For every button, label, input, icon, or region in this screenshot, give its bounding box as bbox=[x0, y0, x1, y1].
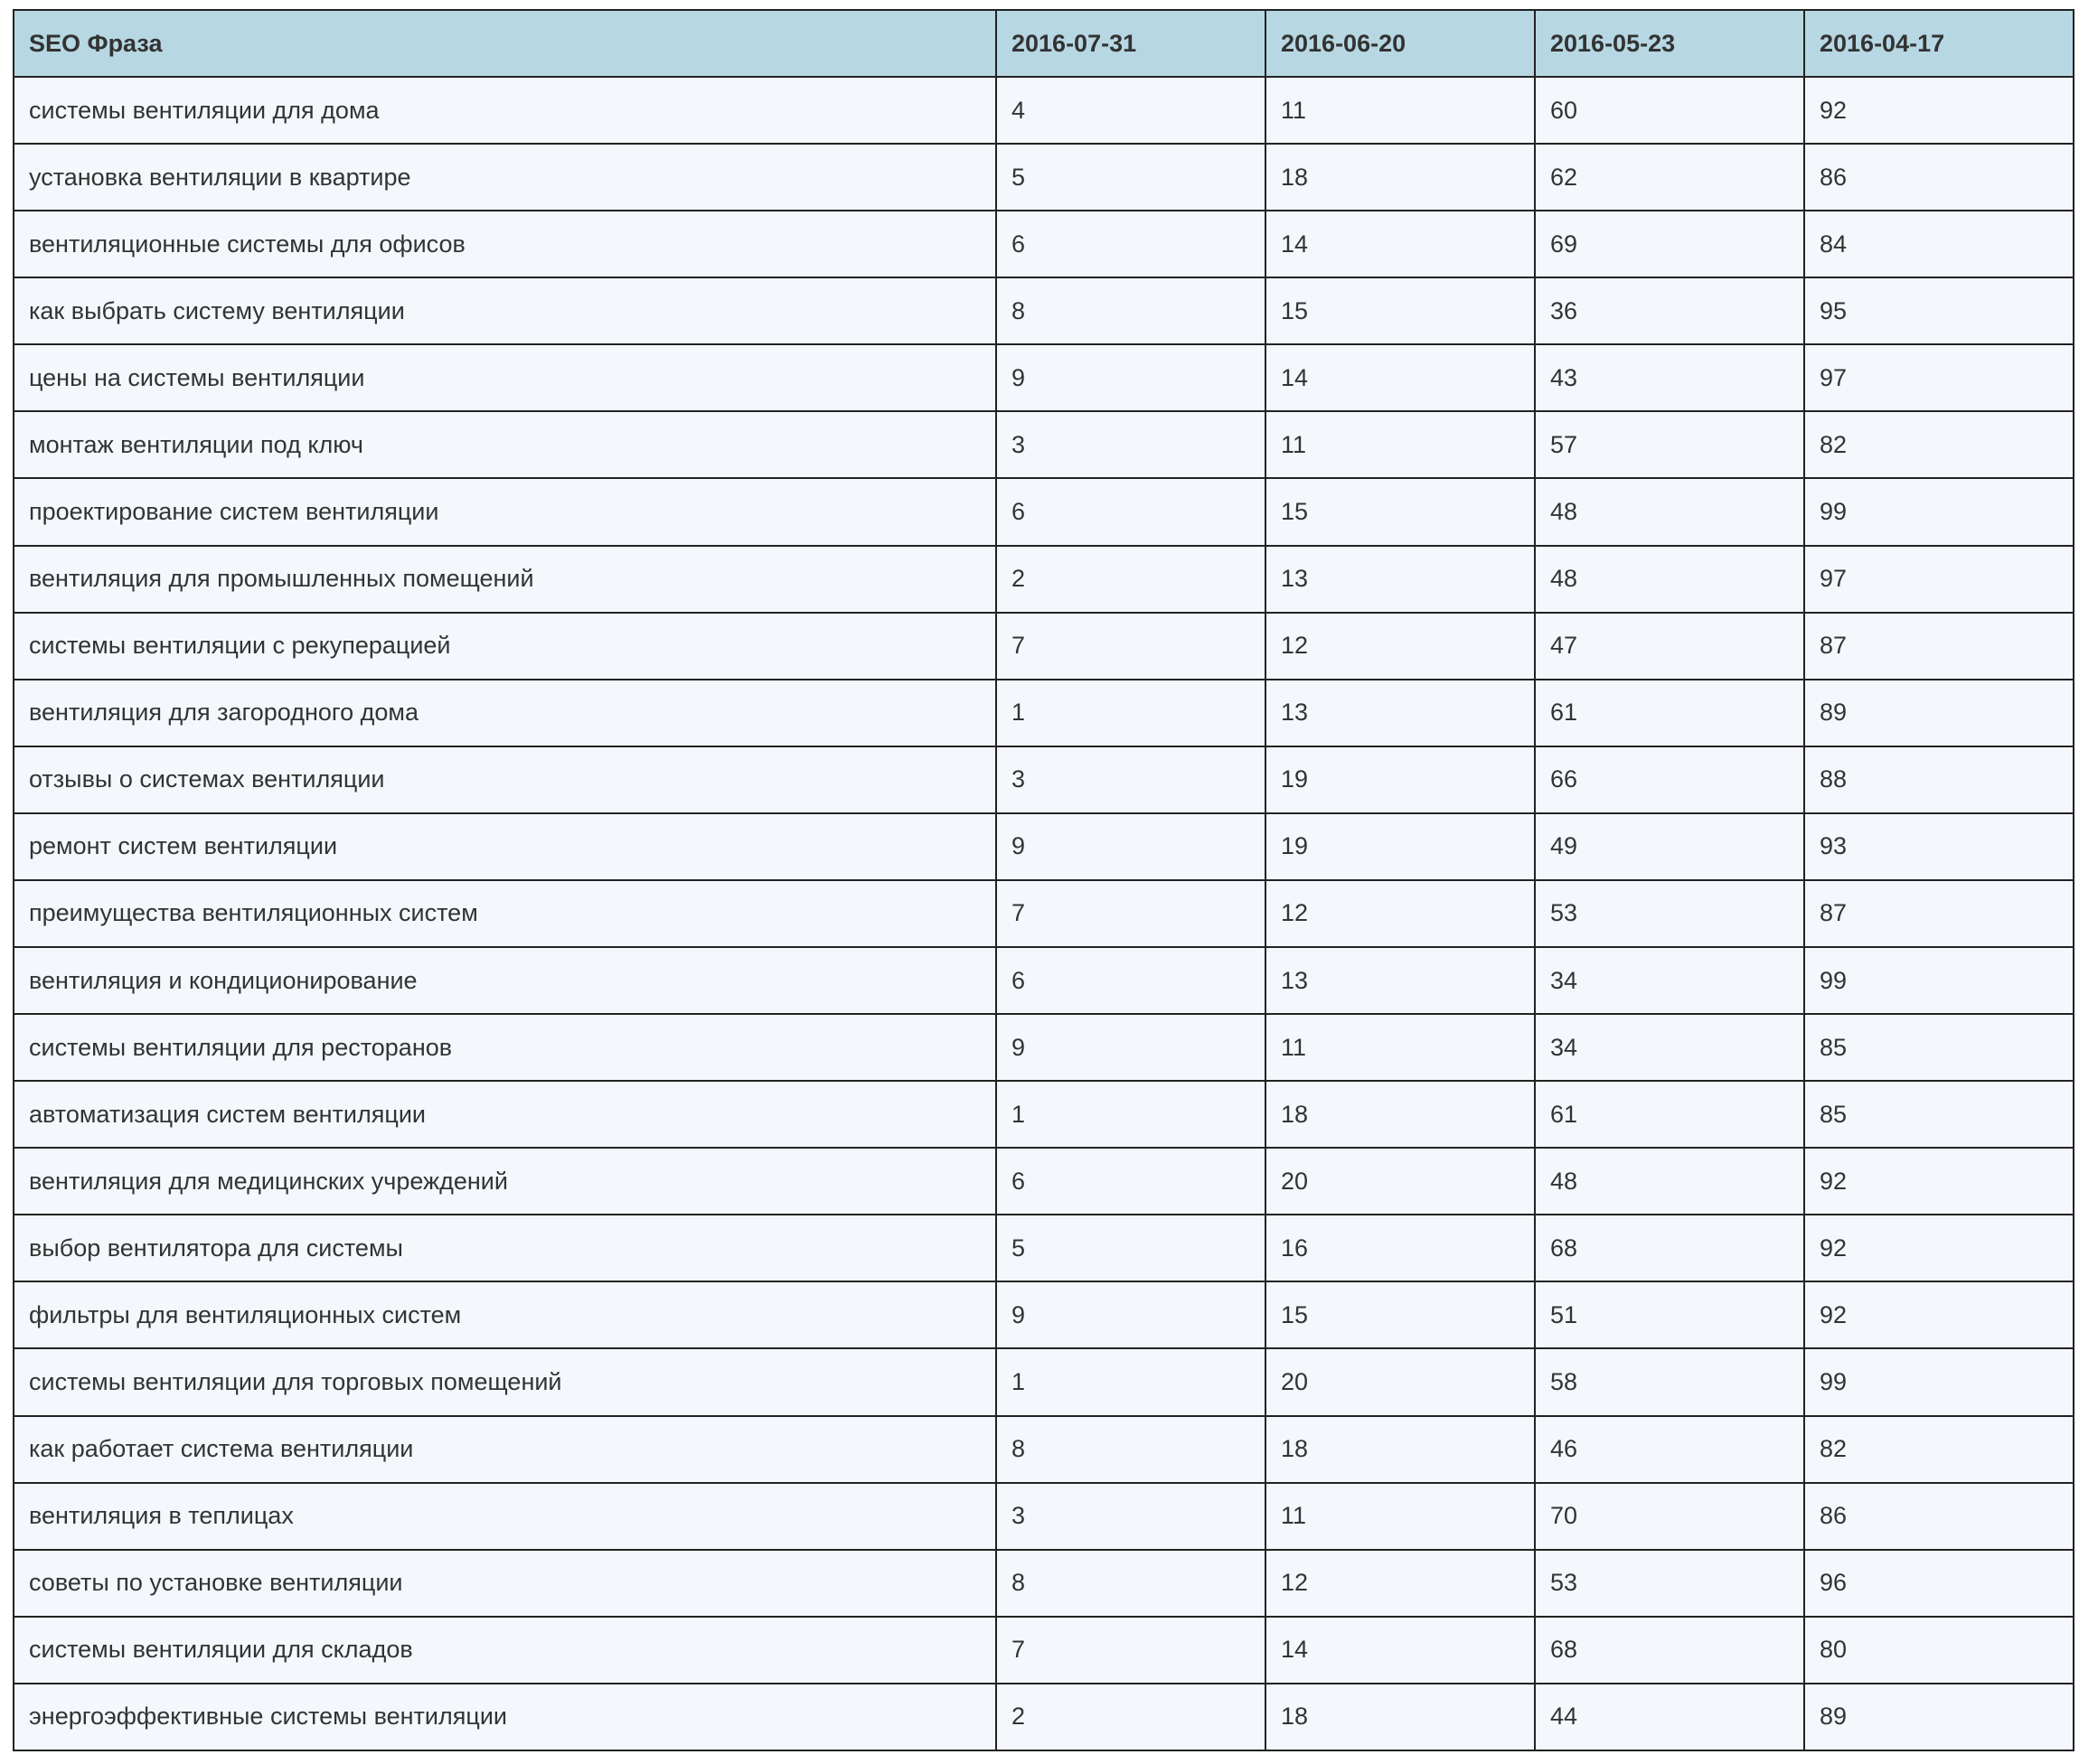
position-cell: 69 bbox=[1535, 211, 1804, 277]
table-row bbox=[14, 1684, 2074, 1750]
table-row bbox=[14, 813, 2074, 880]
position-cell: 60 bbox=[1535, 77, 1804, 144]
position-cell: 80 bbox=[1804, 1617, 2074, 1684]
position-cell: 82 bbox=[1804, 1416, 2074, 1483]
position-cell: 2 bbox=[996, 1684, 1265, 1750]
phrase-cell: преимущества вентиляционных систем bbox=[14, 880, 996, 947]
position-cell: 6 bbox=[996, 478, 1265, 545]
position-cell: 92 bbox=[1804, 1148, 2074, 1215]
seo-table-container bbox=[13, 9, 2072, 1751]
table-row bbox=[14, 1281, 2074, 1348]
position-cell: 11 bbox=[1265, 77, 1535, 144]
table-row bbox=[14, 211, 2074, 277]
phrase-cell: вентиляция в теплицах bbox=[14, 1483, 996, 1550]
position-cell: 18 bbox=[1265, 1684, 1535, 1750]
position-cell: 93 bbox=[1804, 813, 2074, 880]
position-cell: 85 bbox=[1804, 1081, 2074, 1148]
position-cell: 95 bbox=[1804, 277, 2074, 344]
position-cell: 92 bbox=[1804, 1215, 2074, 1281]
position-cell: 5 bbox=[996, 144, 1265, 211]
position-cell: 49 bbox=[1535, 813, 1804, 880]
position-cell: 47 bbox=[1535, 613, 1804, 680]
position-cell: 82 bbox=[1804, 411, 2074, 478]
phrase-cell: вентиляция для медицинских учреждений bbox=[14, 1148, 996, 1215]
seo-positions-table bbox=[13, 9, 2074, 1751]
position-cell: 14 bbox=[1265, 344, 1535, 411]
position-cell: 68 bbox=[1535, 1617, 1804, 1684]
position-cell: 13 bbox=[1265, 947, 1535, 1014]
position-cell: 20 bbox=[1265, 1148, 1535, 1215]
position-cell: 51 bbox=[1535, 1281, 1804, 1348]
position-cell: 9 bbox=[996, 344, 1265, 411]
table-row bbox=[14, 1617, 2074, 1684]
position-cell: 92 bbox=[1804, 77, 2074, 144]
position-cell: 48 bbox=[1535, 546, 1804, 613]
position-cell: 2 bbox=[996, 546, 1265, 613]
position-cell: 48 bbox=[1535, 1148, 1804, 1215]
table-row bbox=[14, 880, 2074, 947]
position-cell: 20 bbox=[1265, 1348, 1535, 1415]
position-cell: 34 bbox=[1535, 1014, 1804, 1081]
phrase-cell: как работает система вентиляции bbox=[14, 1416, 996, 1483]
table-row bbox=[14, 277, 2074, 344]
table-row bbox=[14, 947, 2074, 1014]
position-cell: 61 bbox=[1535, 680, 1804, 746]
table-header bbox=[14, 10, 2074, 77]
header-seo-phrase: SEO Фраза bbox=[14, 10, 996, 77]
position-cell: 68 bbox=[1535, 1215, 1804, 1281]
position-cell: 58 bbox=[1535, 1348, 1804, 1415]
position-cell: 99 bbox=[1804, 1348, 2074, 1415]
position-cell: 89 bbox=[1804, 1684, 2074, 1750]
table-row bbox=[14, 1483, 2074, 1550]
position-cell: 97 bbox=[1804, 546, 2074, 613]
phrase-cell: вентиляционные системы для офисов bbox=[14, 211, 996, 277]
position-cell: 86 bbox=[1804, 1483, 2074, 1550]
position-cell: 11 bbox=[1265, 1014, 1535, 1081]
position-cell: 19 bbox=[1265, 813, 1535, 880]
position-cell: 6 bbox=[996, 947, 1265, 1014]
header-date-1: 2016-07-31 bbox=[996, 10, 1265, 77]
position-cell: 1 bbox=[996, 1081, 1265, 1148]
position-cell: 7 bbox=[996, 1617, 1265, 1684]
position-cell: 14 bbox=[1265, 211, 1535, 277]
position-cell: 48 bbox=[1535, 478, 1804, 545]
phrase-cell: системы вентиляции для торговых помещений bbox=[14, 1348, 996, 1415]
phrase-cell: как выбрать систему вентиляции bbox=[14, 277, 996, 344]
table-row bbox=[14, 1148, 2074, 1215]
phrase-cell: вентиляция и кондиционирование bbox=[14, 947, 996, 1014]
position-cell: 87 bbox=[1804, 880, 2074, 947]
position-cell: 36 bbox=[1535, 277, 1804, 344]
phrase-cell: установка вентиляции в квартире bbox=[14, 144, 996, 211]
position-cell: 62 bbox=[1535, 144, 1804, 211]
position-cell: 8 bbox=[996, 277, 1265, 344]
position-cell: 87 bbox=[1804, 613, 2074, 680]
position-cell: 9 bbox=[996, 813, 1265, 880]
header-date-3: 2016-05-23 bbox=[1535, 10, 1804, 77]
position-cell: 14 bbox=[1265, 1617, 1535, 1684]
position-cell: 16 bbox=[1265, 1215, 1535, 1281]
table-row bbox=[14, 1014, 2074, 1081]
position-cell: 99 bbox=[1804, 478, 2074, 545]
position-cell: 3 bbox=[996, 746, 1265, 813]
table-row bbox=[14, 1081, 2074, 1148]
position-cell: 12 bbox=[1265, 613, 1535, 680]
position-cell: 61 bbox=[1535, 1081, 1804, 1148]
position-cell: 18 bbox=[1265, 1081, 1535, 1148]
position-cell: 96 bbox=[1804, 1550, 2074, 1617]
position-cell: 19 bbox=[1265, 746, 1535, 813]
position-cell: 53 bbox=[1535, 1550, 1804, 1617]
table-body bbox=[14, 77, 2074, 1750]
phrase-cell: цены на системы вентиляции bbox=[14, 344, 996, 411]
phrase-cell: системы вентиляции для складов bbox=[14, 1617, 996, 1684]
position-cell: 57 bbox=[1535, 411, 1804, 478]
position-cell: 99 bbox=[1804, 947, 2074, 1014]
position-cell: 9 bbox=[996, 1014, 1265, 1081]
phrase-cell: вентиляция для промышленных помещений bbox=[14, 546, 996, 613]
table-row bbox=[14, 1550, 2074, 1617]
position-cell: 8 bbox=[996, 1416, 1265, 1483]
position-cell: 15 bbox=[1265, 478, 1535, 545]
phrase-cell: отзывы о системах вентиляции bbox=[14, 746, 996, 813]
position-cell: 43 bbox=[1535, 344, 1804, 411]
table-row bbox=[14, 411, 2074, 478]
table-row bbox=[14, 478, 2074, 545]
position-cell: 34 bbox=[1535, 947, 1804, 1014]
position-cell: 5 bbox=[996, 1215, 1265, 1281]
position-cell: 86 bbox=[1804, 144, 2074, 211]
phrase-cell: автоматизация систем вентиляции bbox=[14, 1081, 996, 1148]
position-cell: 44 bbox=[1535, 1684, 1804, 1750]
header-row bbox=[14, 10, 2074, 77]
phrase-cell: системы вентиляции для ресторанов bbox=[14, 1014, 996, 1081]
phrase-cell: ремонт систем вентиляции bbox=[14, 813, 996, 880]
position-cell: 15 bbox=[1265, 1281, 1535, 1348]
phrase-cell: советы по установке вентиляции bbox=[14, 1550, 996, 1617]
phrase-cell: системы вентиляции с рекуперацией bbox=[14, 613, 996, 680]
phrase-cell: фильтры для вентиляционных систем bbox=[14, 1281, 996, 1348]
position-cell: 1 bbox=[996, 680, 1265, 746]
position-cell: 1 bbox=[996, 1348, 1265, 1415]
header-date-2: 2016-06-20 bbox=[1265, 10, 1535, 77]
position-cell: 3 bbox=[996, 1483, 1265, 1550]
position-cell: 4 bbox=[996, 77, 1265, 144]
position-cell: 53 bbox=[1535, 880, 1804, 947]
position-cell: 89 bbox=[1804, 680, 2074, 746]
position-cell: 11 bbox=[1265, 1483, 1535, 1550]
phrase-cell: проектирование систем вентиляции bbox=[14, 478, 996, 545]
table-row bbox=[14, 1416, 2074, 1483]
table-row bbox=[14, 613, 2074, 680]
table-row bbox=[14, 746, 2074, 813]
table-row bbox=[14, 1348, 2074, 1415]
position-cell: 13 bbox=[1265, 546, 1535, 613]
position-cell: 97 bbox=[1804, 344, 2074, 411]
position-cell: 8 bbox=[996, 1550, 1265, 1617]
phrase-cell: вентиляция для загородного дома bbox=[14, 680, 996, 746]
position-cell: 88 bbox=[1804, 746, 2074, 813]
position-cell: 84 bbox=[1804, 211, 2074, 277]
table-row bbox=[14, 77, 2074, 144]
position-cell: 15 bbox=[1265, 277, 1535, 344]
position-cell: 18 bbox=[1265, 1416, 1535, 1483]
phrase-cell: энергоэффективные системы вентиляции bbox=[14, 1684, 996, 1750]
position-cell: 12 bbox=[1265, 880, 1535, 947]
table-row bbox=[14, 546, 2074, 613]
phrase-cell: системы вентиляции для дома bbox=[14, 77, 996, 144]
table-row bbox=[14, 144, 2074, 211]
position-cell: 6 bbox=[996, 1148, 1265, 1215]
position-cell: 92 bbox=[1804, 1281, 2074, 1348]
table-row bbox=[14, 344, 2074, 411]
phrase-cell: выбор вентилятора для системы bbox=[14, 1215, 996, 1281]
position-cell: 11 bbox=[1265, 411, 1535, 478]
position-cell: 66 bbox=[1535, 746, 1804, 813]
position-cell: 85 bbox=[1804, 1014, 2074, 1081]
position-cell: 18 bbox=[1265, 144, 1535, 211]
phrase-cell: монтаж вентиляции под ключ bbox=[14, 411, 996, 478]
position-cell: 12 bbox=[1265, 1550, 1535, 1617]
position-cell: 7 bbox=[996, 613, 1265, 680]
position-cell: 3 bbox=[996, 411, 1265, 478]
position-cell: 13 bbox=[1265, 680, 1535, 746]
table-row bbox=[14, 1215, 2074, 1281]
position-cell: 46 bbox=[1535, 1416, 1804, 1483]
position-cell: 6 bbox=[996, 211, 1265, 277]
table-row bbox=[14, 680, 2074, 746]
position-cell: 7 bbox=[996, 880, 1265, 947]
position-cell: 9 bbox=[996, 1281, 1265, 1348]
header-date-4: 2016-04-17 bbox=[1804, 10, 2074, 77]
position-cell: 70 bbox=[1535, 1483, 1804, 1550]
